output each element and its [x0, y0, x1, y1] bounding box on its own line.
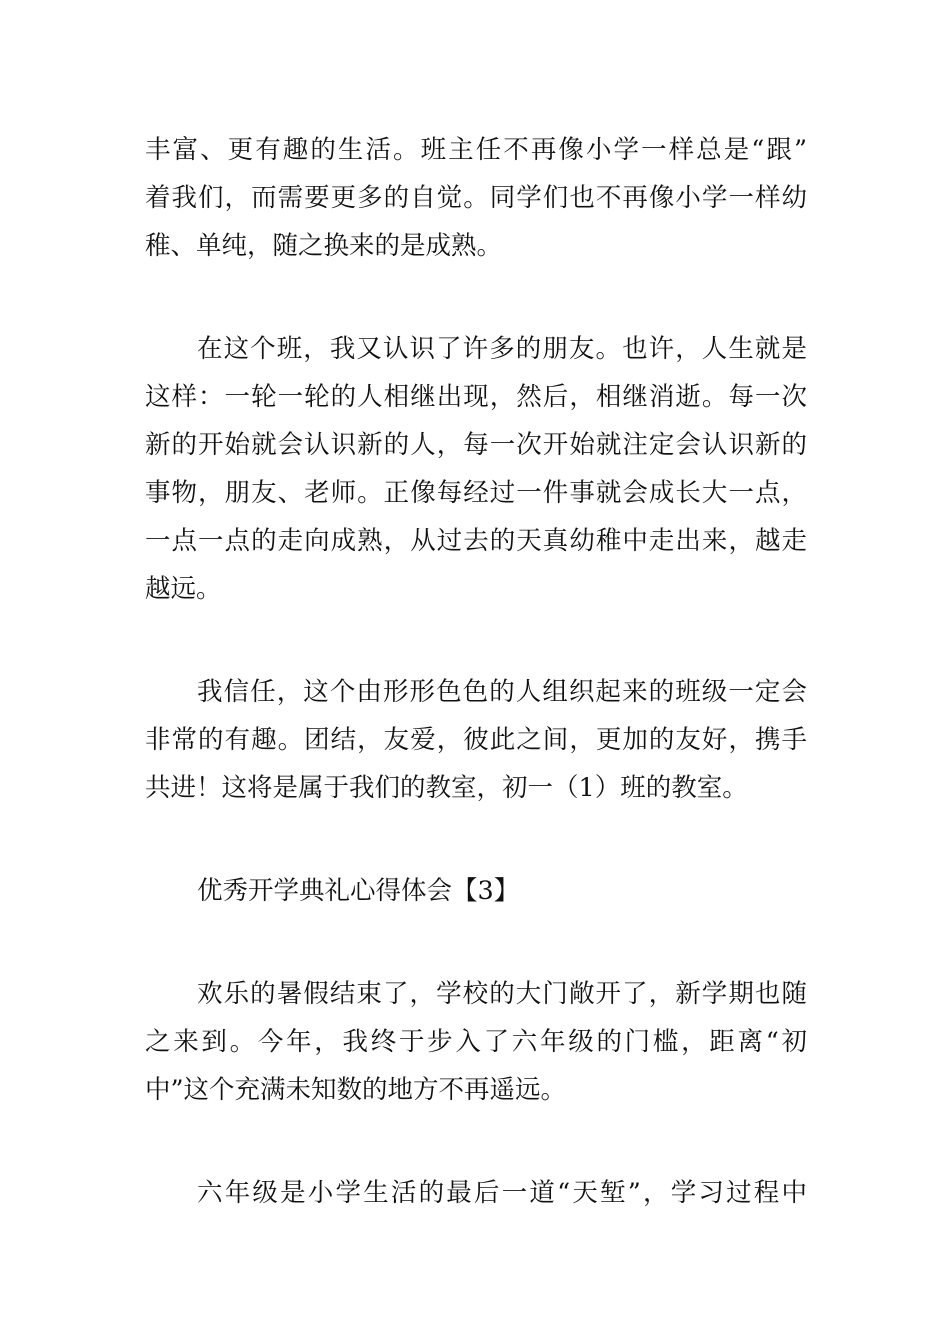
paragraph-gap: [145, 915, 807, 970]
text-line: 事物，朋友、老师。正像每经过一件事就会成长大一点，: [145, 478, 807, 508]
text-line: 一点一点的走向成熟，从过去的天真幼稚中走出来，越走: [145, 526, 807, 556]
paragraph-1: [145, 126, 807, 270]
heading-text: 优秀开学典礼心得体会【3】: [197, 876, 520, 906]
paragraph-4: [145, 970, 807, 1114]
text-line: 欢乐的暑假结束了，学校的大门敞开了，新学期也随: [197, 979, 807, 1009]
text-line: 非常的有趣。团结，友爱，彼此之间，更加的友好，携手: [145, 725, 807, 755]
paragraph-gap: [145, 270, 807, 325]
text-line: 中”这个充满未知数的地方不再遥远。: [145, 1075, 567, 1105]
text-line: 这样：一轮一轮的人相继出现，然后，相继消逝。每一次: [145, 382, 807, 412]
text-line: 之来到。今年，我终于步入了六年级的门槛，距离“初: [145, 1027, 807, 1057]
text-line: 稚、单纯，随之换来的是成熟。: [145, 231, 503, 261]
paragraph-3: [145, 668, 807, 812]
text-line: 新的开始就会认识新的人，每一次开始就注定会认识新的: [145, 430, 807, 460]
paragraph-gap: [145, 812, 807, 867]
text-line: 共进！这将是属于我们的教室，初一（1）班的教室。: [145, 773, 748, 803]
paragraph-5: [145, 1169, 807, 1217]
paragraph-2: [145, 325, 807, 613]
text-line: 我信任，这个由形形色色的人组织起来的班级一定会: [197, 677, 807, 707]
text-line: 越远。: [145, 574, 222, 604]
section-heading: [145, 867, 807, 915]
text-line: 着我们，而需要更多的自觉。同学们也不再像小学一样幼: [145, 183, 807, 213]
text-line: 丰富、更有趣的生活。班主任不再像小学一样总是“跟”: [145, 135, 807, 165]
text-line: 在这个班，我又认识了许多的朋友。也许，人生就是: [197, 334, 807, 364]
paragraph-gap: [145, 613, 807, 668]
paragraph-gap: [145, 1114, 807, 1169]
document-page: [145, 126, 807, 1217]
text-line: 六年级是小学生活的最后一道“天堑”，学习过程中: [197, 1178, 807, 1208]
